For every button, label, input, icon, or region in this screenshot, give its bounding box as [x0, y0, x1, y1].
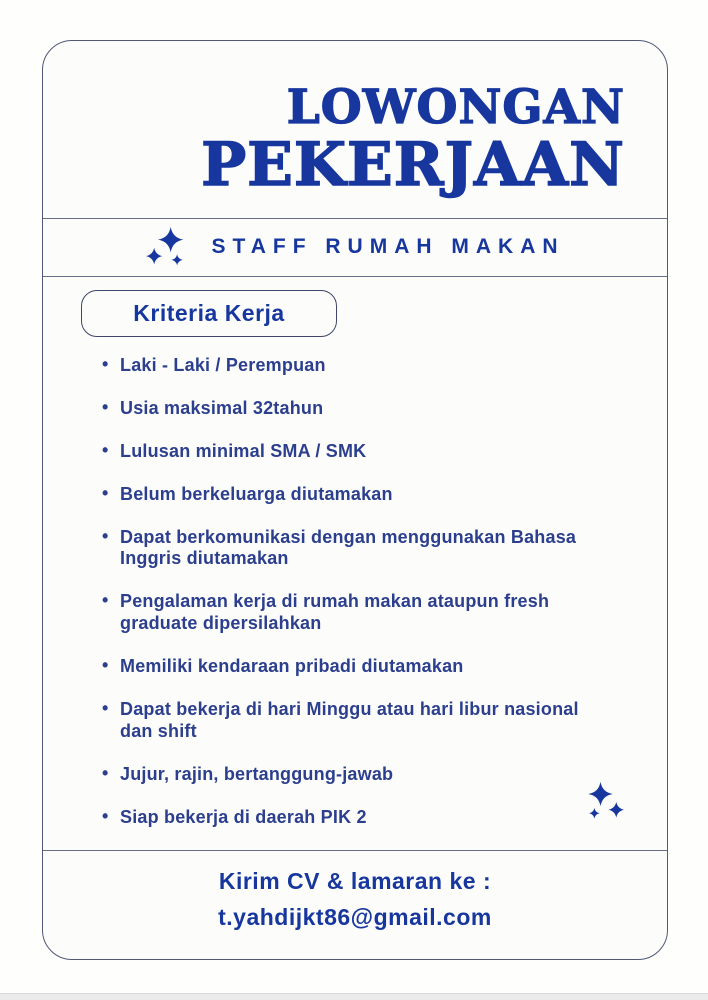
poster-header	[43, 41, 667, 218]
criteria-list	[81, 352, 627, 829]
criteria-item: • Dapat berkomunikasi dengan menggunakan Bahasa Inggris diutamakan	[102, 527, 602, 571]
criteria-item: • Pengalaman kerja di rumah makan ataupun fresh graduate dipersilahkan	[102, 591, 602, 635]
criteria-item: • Jujur, rajin, bertanggung-jawab	[102, 764, 602, 786]
subtitle-row	[43, 219, 667, 276]
contact-email: t.yahdijkt86@gmail.com	[218, 903, 492, 930]
poster-card	[42, 40, 668, 960]
title-line-2: PEKERJAAN	[201, 130, 625, 201]
contact-instruction: Kirim CV & lamaran ke :	[218, 867, 492, 894]
criteria-item: • Usia maksimal 32tahun	[102, 398, 602, 420]
sparkle-icon	[145, 225, 189, 269]
sparkle-icon	[583, 780, 625, 822]
title-line-1: LOWONGAN	[286, 79, 625, 135]
criteria-item: • Siap bekerja di daerah PIK 2	[102, 807, 602, 829]
criteria-item: • Memiliki kendaraan pribadi diutamakan	[102, 656, 602, 678]
job-position-subtitle: STAFF RUMAH MAKAN	[211, 235, 565, 259]
page-bottom-strip	[0, 993, 708, 1000]
criteria-item: • Lulusan minimal SMA / SMK	[102, 441, 602, 463]
criteria-item: • Laki - Laki / Perempuan	[102, 355, 602, 377]
criteria-section	[43, 277, 667, 850]
criteria-item: • Belum berkeluarga diutamakan	[102, 484, 602, 506]
criteria-item: • Dapat bekerja di hari Minggu atau hari libur nasional dan shift	[102, 699, 602, 743]
contact-footer	[43, 851, 667, 959]
section-label-text: Kriteria Kerja	[133, 299, 285, 326]
section-label-badge	[81, 290, 337, 337]
